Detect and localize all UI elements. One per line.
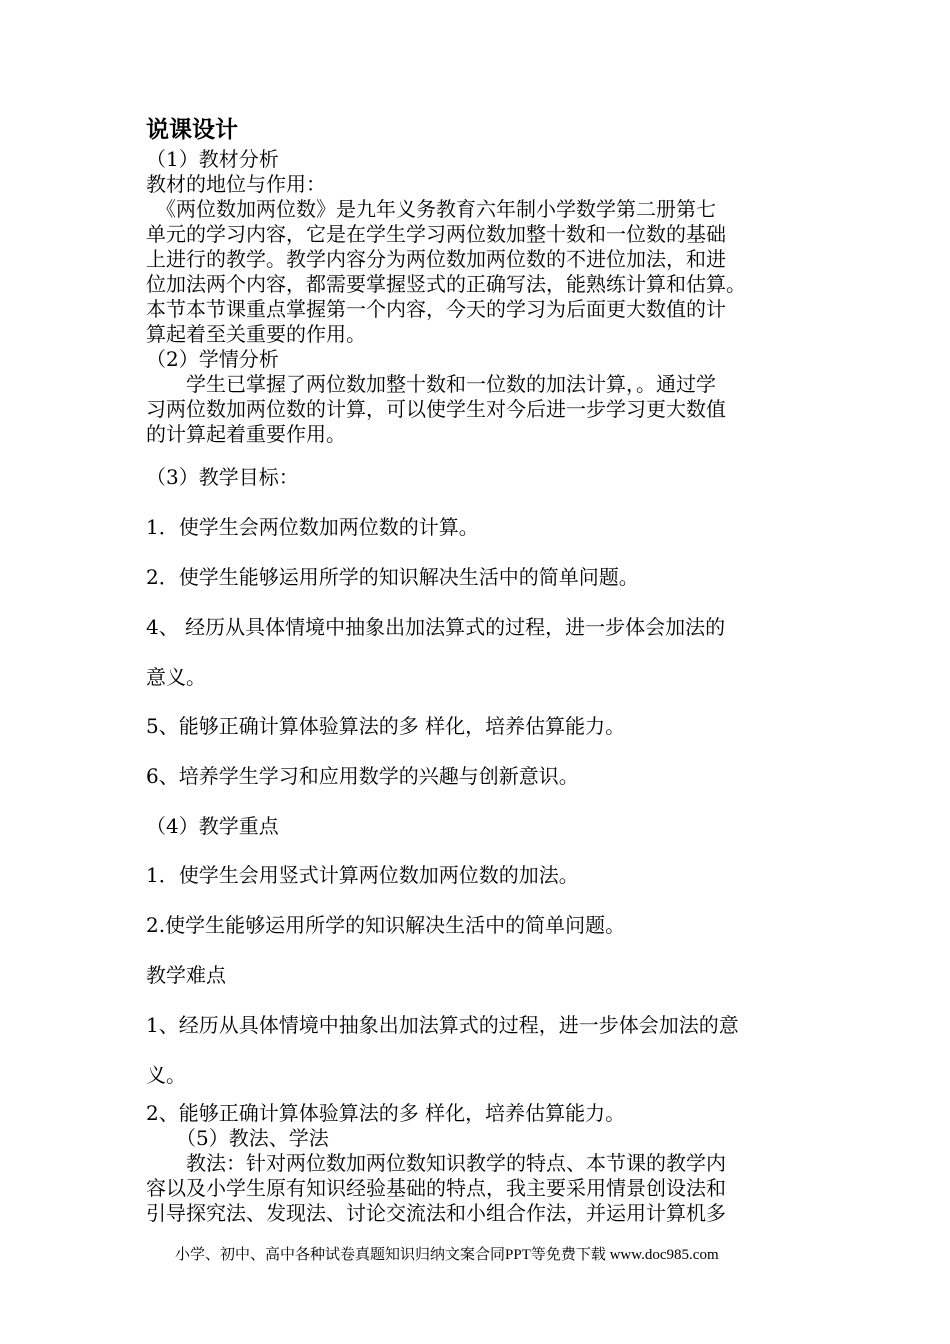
list-item: 5、能够正确计算体验算法的多 样化，培养估算能力。 xyxy=(146,714,626,738)
page-footer: 小学、初中、高中各种试卷真题知识归纳文案合同PPT等免费下载 www.doc985.com xyxy=(175,1247,719,1263)
list-item-continuation: 意义。 xyxy=(146,665,206,689)
paragraph-line: 单元的学习内容，它是在学生学习两位数加整十数和一位数的基础 xyxy=(146,222,726,246)
document-title: 说课设计 xyxy=(146,117,238,143)
section-heading: （3）教学目标： xyxy=(146,465,299,489)
paragraph-line: 的计算起着重要作用。 xyxy=(146,422,346,446)
list-item-continuation: 义。 xyxy=(146,1063,186,1087)
list-item: 2.使学生能够运用所学的知识解决生活中的简单问题。 xyxy=(146,913,626,937)
section-heading: （5）教法、学法 xyxy=(146,1126,329,1150)
paragraph-line: 算起着至关重要的作用。 xyxy=(146,322,366,346)
section-heading: （2）学情分析 xyxy=(146,347,279,371)
list-item: 1．使学生会用竖式计算两位数加两位数的加法。 xyxy=(146,863,579,887)
paragraph-line: 《两位数加两位数》是九年义务教育六年制小学数学第二册第七 xyxy=(146,197,716,221)
list-item: 2．使学生能够运用所学的知识解决生活中的简单问题。 xyxy=(146,565,639,589)
section-heading: （4）教学重点 xyxy=(146,814,279,838)
section-heading: （1）教材分析 xyxy=(146,147,279,171)
paragraph-line: 上进行的教学。教学内容分为两位数加两位数的不进位加法，和进 xyxy=(146,247,726,271)
subheading: 教学难点 xyxy=(146,963,226,987)
paragraph-line: 本节本节课重点掌握第一个内容，今天的学习为后面更大数值的计 xyxy=(146,297,726,321)
paragraph-line: 习两位数加两位数的计算，可以使学生对今后进一步学习更大数值 xyxy=(146,397,726,421)
paragraph-line: 教法：针对两位数加两位数知识教学的特点、本节课的教学内 xyxy=(146,1151,726,1175)
paragraph-line: 引导探究法、发现法、讨论交流法和小组合作法，并运用计算机多 xyxy=(146,1201,726,1225)
paragraph-line: 容以及小学生原有知识经验基础的特点，我主要采用情景创设法和 xyxy=(146,1176,726,1200)
list-item: 1．使学生会两位数加两位数的计算。 xyxy=(146,515,479,539)
subheading: 教材的地位与作用： xyxy=(146,172,326,196)
list-item: 4、 经历从具体情境中抽象出加法算式的过程，进一步体会加法的 xyxy=(146,615,726,639)
list-item: 1、经历从具体情境中抽象出加法算式的过程，进一步体会加法的意 xyxy=(146,1013,739,1037)
list-item: 2、能够正确计算体验算法的多 样化，培养估算能力。 xyxy=(146,1101,626,1125)
paragraph-line: 位加法两个内容，都需要掌握竖式的正确写法，能熟练计算和估算。 xyxy=(146,272,746,296)
paragraph-line: 学生已掌握了两位数加整十数和一位数的加法计算，。通过学 xyxy=(146,372,716,396)
list-item: 6、培养学生学习和应用数学的兴趣与创新意识。 xyxy=(146,764,579,788)
